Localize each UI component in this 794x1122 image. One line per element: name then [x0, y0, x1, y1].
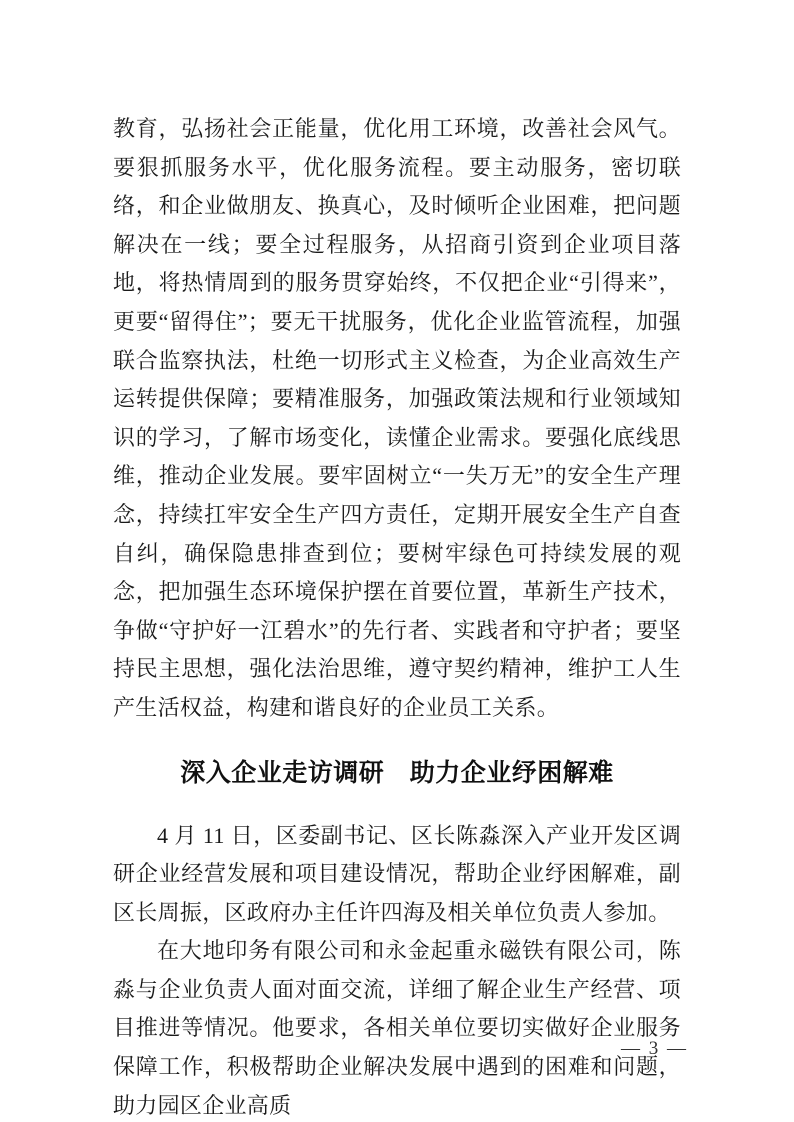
body-paragraph-2: 4 月 11 日，区委副书记、区长陈淼深入产业开发区调研企业经营发展和项目建设情况，帮助企业纾困解难，副区长周振，区政府办主任许四海及相关单位负责人参加。 [113, 822, 681, 925]
section-heading: 深入企业走访调研 助力企业纾困解难 [180, 758, 614, 787]
body-paragraph-1: 教育，弘扬社会正能量，优化用工环境，改善社会风气。要狠抓服务水平，优化服务流程。要主动服务，密切联络，和企业做朋友、换真心，及时倾听企业困难，把问题解决在一线；要全过程服务，从招商引资到企业项目落地，将热情周到的服务贯穿始终，不仅把企业“引得来”，更要“留得住”；要无干扰服务，优化企业监管流程，加强联合监察执法，杜绝一切形式主义检查，为企业高效生产运转提供保障；要精准服务，加强政策法规和行业领域知识的学习，了解市场变化，读懂企业需求。要强化底线思维，推动企业发展。要牢固树立“一失万无”的安全生产理念，持续扛牢安全生产四方责任，定期开展安全生产自查自纠，确保隐患排查到位；要树牢绿色可持续发展的观念，把加强生态环境保护摆在首要位置，革新生产技术，争做“守护好一江碧水”的先行者、实践者和守护者；要坚持民主思想，强化法治思维，遵守契约精神，维护工人生产生活权益，构建和谐良好的企业员工关系。 [113, 116, 681, 720]
body-paragraph-3: 在大地印务有限公司和永金起重永磁铁有限公司，陈淼与企业负责人面对面交流，详细了解企业生产经营、项目推进等情况。他要求，各相关单位要切实做好企业服务保障工作，积极帮助企业解决发展中遇到的困难和问题，助力园区企业高质 [113, 938, 681, 1118]
document-body [113, 110, 681, 1122]
page-number: — 3 — [621, 1038, 688, 1059]
